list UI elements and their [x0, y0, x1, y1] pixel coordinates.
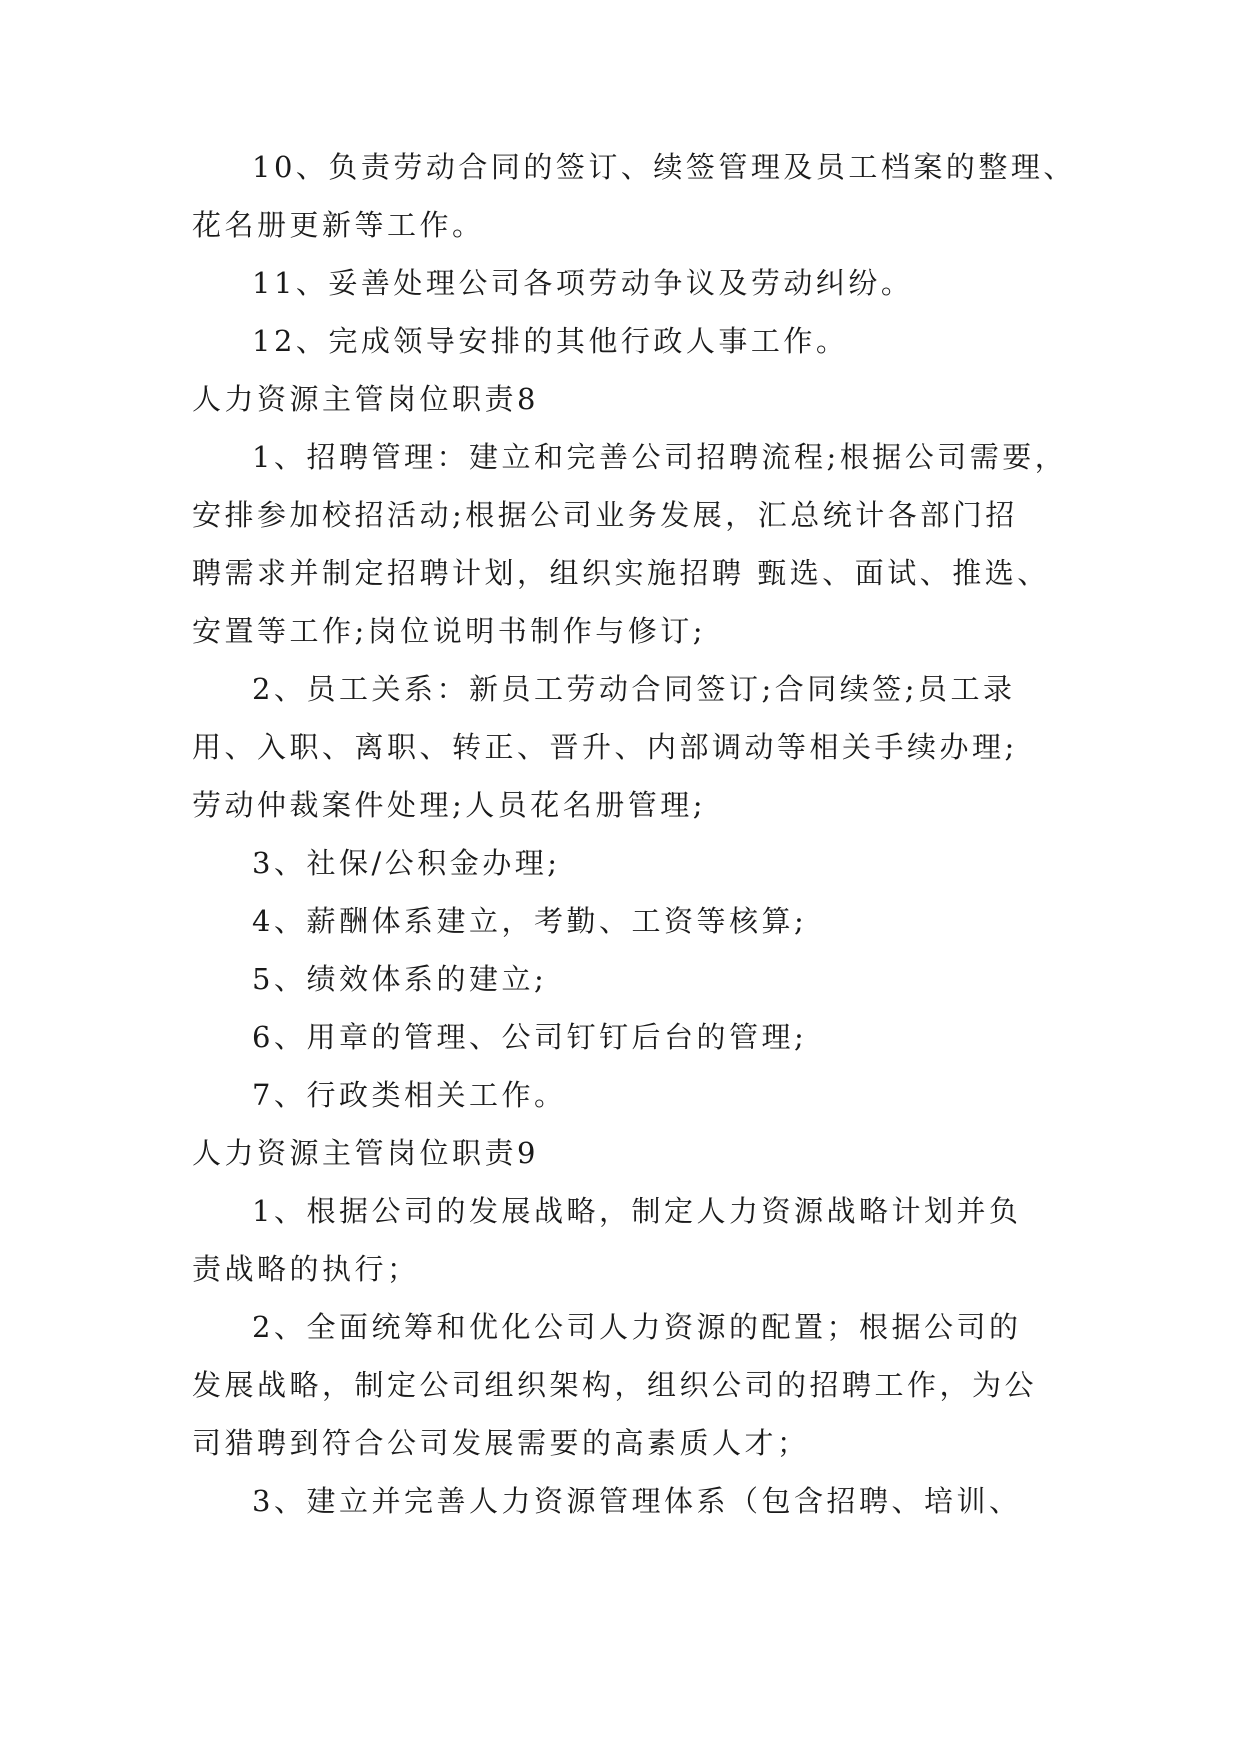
paragraph-line: 4、薪酬体系建立，考勤、工资等核算;: [252, 904, 808, 938]
paragraph-line: 6、用章的管理、公司钉钉后台的管理;: [252, 1020, 808, 1054]
paragraph-line: 用、入职、离职、转正、晋升、内部调动等相关手续办理;: [192, 730, 1018, 764]
paragraph-line: 11、妥善处理公司各项劳动争议及劳动纠纷。: [252, 266, 914, 300]
paragraph-line: 3、社保/公积金办理;: [252, 846, 561, 880]
paragraph-line: 1、根据公司的发展战略，制定人力资源战略计划并负: [252, 1194, 1022, 1228]
paragraph-line: 责战略的执行；: [192, 1252, 420, 1286]
paragraph-line: 聘需求并制定招聘计划，组织实施招聘 甄选、面试、推选、: [192, 556, 1050, 590]
paragraph-line: 发展战略，制定公司组织架构，组织公司的招聘工作，为公: [192, 1368, 1038, 1402]
paragraph-line: 12、完成领导安排的其他行政人事工作。: [252, 324, 849, 358]
paragraph-line: 安排参加校招活动;根据公司业务发展，汇总统计各部门招: [192, 498, 1018, 532]
paragraph-line: 安置等工作;岗位说明书制作与修订;: [192, 614, 707, 648]
paragraph-line: 3、建立并完善人力资源管理体系（包含招聘、培训、: [252, 1484, 1022, 1518]
paragraph-line: 2、全面统筹和优化公司人力资源的配置；根据公司的: [252, 1310, 1022, 1344]
paragraph-line: 10、负责劳动合同的签订、续签管理及员工档案的整理、: [252, 150, 1076, 184]
paragraph-line: 劳动仲裁案件处理;人员花名册管理;: [192, 788, 707, 822]
section-heading: 人力资源主管岗位职责9: [192, 1136, 539, 1170]
paragraph-line: 花名册更新等工作。: [192, 208, 485, 242]
paragraph-line: 7、行政类相关工作。: [252, 1078, 567, 1112]
paragraph-line: 司猎聘到符合公司发展需要的高素质人才；: [192, 1426, 810, 1460]
paragraph-line: 2、员工关系：新员工劳动合同签订;合同续签;员工录: [252, 672, 1016, 706]
paragraph-line: 5、绩效体系的建立;: [252, 962, 548, 996]
section-heading: 人力资源主管岗位职责8: [192, 382, 539, 416]
paragraph-line: 1、招聘管理：建立和完善公司招聘流程;根据公司需要，: [252, 440, 1068, 474]
